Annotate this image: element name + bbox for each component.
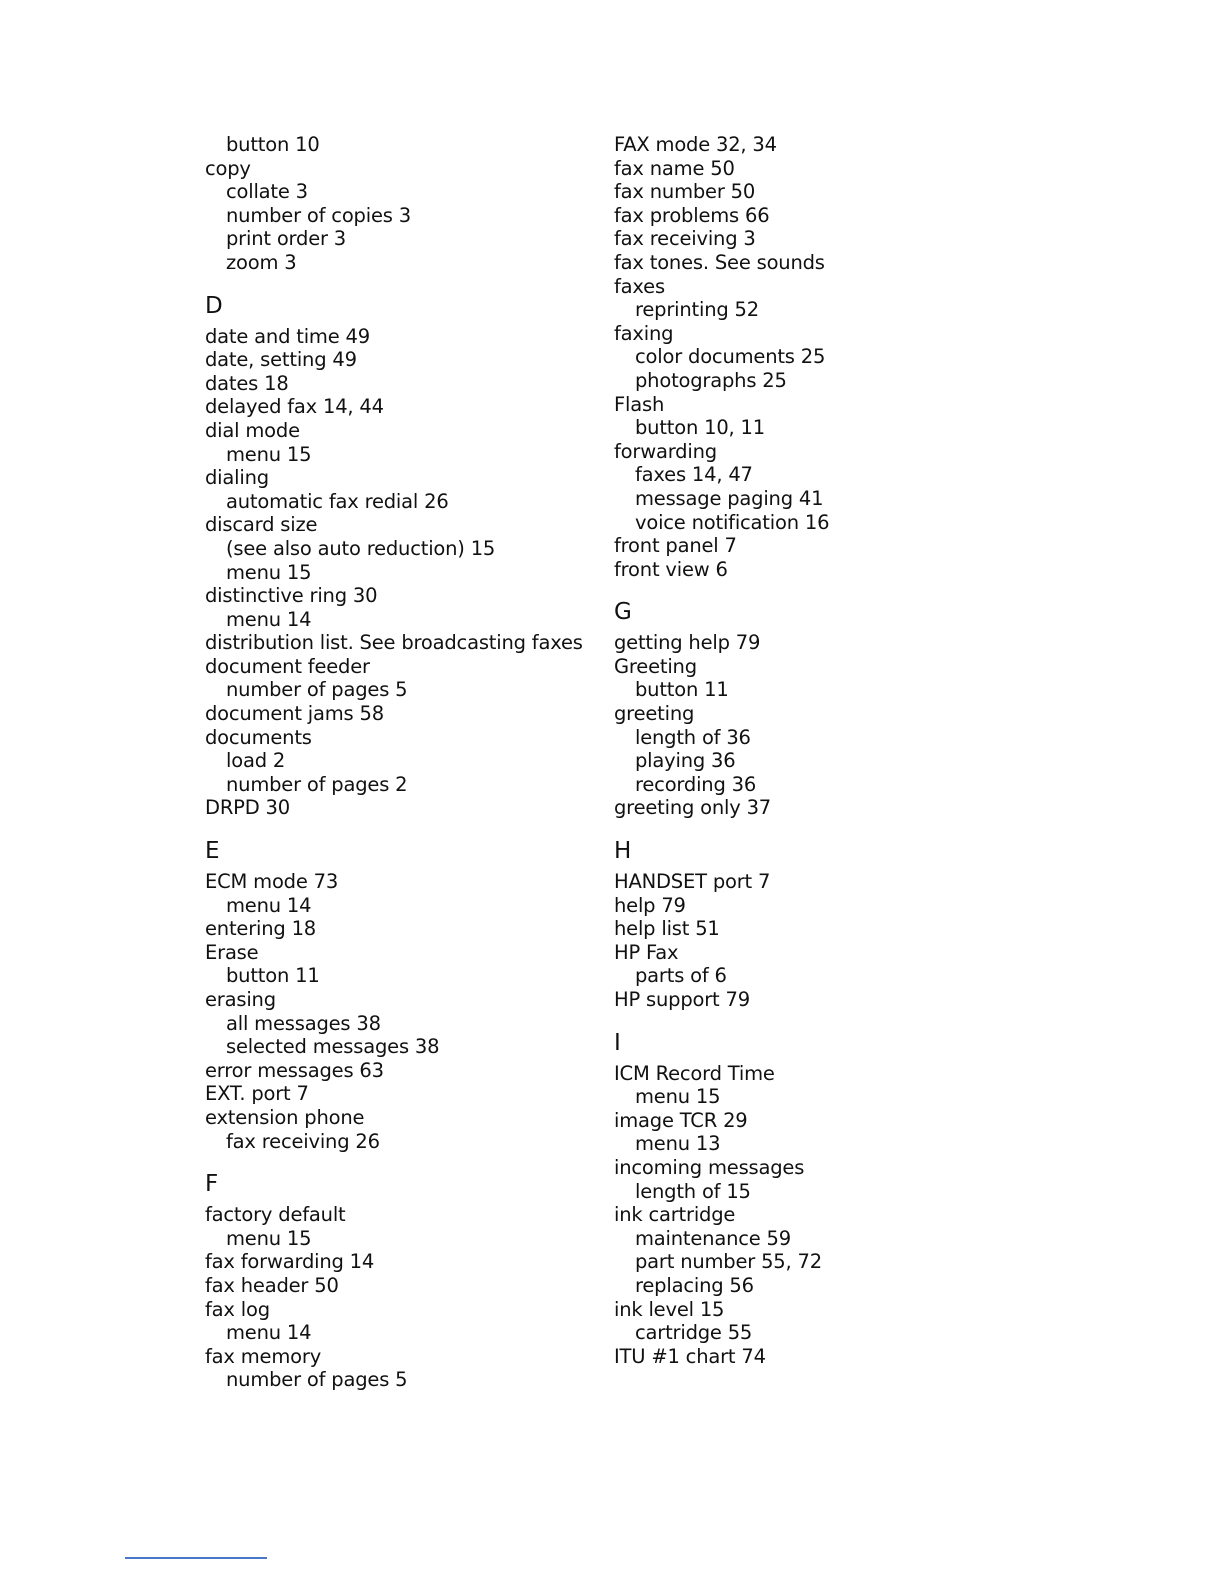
index-entry: factory default xyxy=(205,1203,346,1227)
index-entry: Greeting xyxy=(614,654,697,678)
index-subentry: length of 15 xyxy=(635,1179,751,1203)
index-subentry: playing 36 xyxy=(635,749,736,773)
index-entry: HANDSET port 7 xyxy=(614,870,771,894)
index-section-letter: D xyxy=(205,292,223,319)
index-subentry: button 11 xyxy=(226,964,320,988)
index-entry: delayed fax 14, 44 xyxy=(205,395,384,419)
index-entry: entering 18 xyxy=(205,917,316,941)
index-entry: error messages 63 xyxy=(205,1058,384,1082)
index-entry: HP support 79 xyxy=(614,988,750,1011)
index-entry: forwarding xyxy=(614,439,717,463)
index-subentry: faxes 14, 47 xyxy=(635,463,753,487)
index-entry: front view 6 xyxy=(614,557,728,581)
index-subentry: number of pages 5 xyxy=(226,678,408,702)
footer-rule xyxy=(125,1557,267,1559)
index-subentry: menu 15 xyxy=(635,1085,721,1109)
index-entry: greeting xyxy=(614,702,695,726)
index-entry: help 79 xyxy=(614,893,686,917)
index-entry: fax tones. See sounds xyxy=(614,250,825,274)
index-entry: erasing xyxy=(205,988,276,1011)
index-entry: fax log xyxy=(205,1297,270,1321)
index-entry: dates 18 xyxy=(205,371,289,395)
index-entry: EXT. port 7 xyxy=(205,1082,309,1106)
index-entry: Flash xyxy=(614,392,665,416)
index-subentry: button 10, 11 xyxy=(635,416,765,440)
index-entry: date, setting 49 xyxy=(205,348,357,372)
index-entry: HP Fax xyxy=(614,940,679,964)
index-subentry: replacing 56 xyxy=(635,1273,754,1297)
index-subentry: parts of 6 xyxy=(635,964,727,988)
index-entry: distribution list. See broadcasting faxes xyxy=(205,631,583,655)
index-entry: fax name 50 xyxy=(614,156,735,180)
index-subentry: reprinting 52 xyxy=(635,298,759,322)
index-subentry: (see also auto reduction) 15 xyxy=(226,536,496,560)
index-subentry: length of 36 xyxy=(635,725,751,749)
index-subentry: all messages 38 xyxy=(226,1011,381,1035)
index-subentry: recording 36 xyxy=(635,772,757,796)
index-entry: distinctive ring 30 xyxy=(205,584,378,608)
index-subentry: maintenance 59 xyxy=(635,1226,791,1250)
index-subentry: photographs 25 xyxy=(635,368,787,392)
index-entry: ink level 15 xyxy=(614,1297,725,1321)
index-subentry: load 2 xyxy=(226,749,286,773)
index-subentry: collate 3 xyxy=(226,180,308,204)
index-subentry: number of copies 3 xyxy=(226,203,411,227)
index-subentry: button 10 xyxy=(226,133,320,156)
index-subentry: number of pages 2 xyxy=(226,772,408,796)
index-section-letter: E xyxy=(205,838,220,865)
index-entry: greeting only 37 xyxy=(614,796,772,820)
index-subentry: menu 15 xyxy=(226,1226,312,1250)
index-entry: ICM Record Time xyxy=(614,1061,775,1085)
index-subentry: menu 14 xyxy=(226,607,312,631)
index-entry: fax memory xyxy=(205,1344,322,1368)
index-entry: front panel 7 xyxy=(614,534,737,558)
index-subentry: menu 15 xyxy=(226,560,312,584)
index-entry: faxing xyxy=(614,321,674,345)
index-entry: DRPD 30 xyxy=(205,796,290,820)
index-entry: date and time 49 xyxy=(205,324,370,348)
index-subentry: menu 14 xyxy=(226,1321,312,1345)
index-entry: fax number 50 xyxy=(614,180,756,204)
index-entry: incoming messages xyxy=(614,1155,805,1179)
index-subentry: zoom 3 xyxy=(226,250,297,274)
index-entry: faxes xyxy=(614,274,665,298)
index-entry: fax header 50 xyxy=(205,1273,339,1297)
index-entry: getting help 79 xyxy=(614,631,761,655)
index-section-letter: I xyxy=(614,1029,621,1056)
index-subentry: selected messages 38 xyxy=(226,1035,440,1059)
index-subentry: message paging 41 xyxy=(635,486,824,510)
index-subentry: menu 15 xyxy=(226,442,312,466)
index-entry: FAX mode 32, 34 xyxy=(614,133,777,156)
index-entry: Erase xyxy=(205,940,259,964)
index-subentry: automatic fax redial 26 xyxy=(226,489,449,513)
index-entry: ITU #1 chart 74 xyxy=(614,1344,766,1368)
index-section-letter: G xyxy=(614,599,632,626)
index-subentry: print order 3 xyxy=(226,227,347,251)
index-entry: ECM mode 73 xyxy=(205,870,339,894)
index-entry: fax receiving 3 xyxy=(614,227,756,251)
index-entry: discard size xyxy=(205,513,318,537)
index-subentry: number of pages 5 xyxy=(226,1368,408,1392)
index-entry: image TCR 29 xyxy=(614,1108,748,1132)
index-section-letter: F xyxy=(205,1171,219,1198)
index-subentry: cartridge 55 xyxy=(635,1321,753,1345)
index-subentry: button 11 xyxy=(635,678,729,702)
index-subentry: menu 13 xyxy=(635,1132,721,1156)
index-section-letter: H xyxy=(614,838,632,865)
index-subentry: color documents 25 xyxy=(635,345,826,369)
index-entry: dialing xyxy=(205,466,269,490)
index-entry: document jams 58 xyxy=(205,702,384,726)
index-entry: ink cartridge xyxy=(614,1203,736,1227)
index-entry: document feeder xyxy=(205,654,370,678)
index-subentry: voice notification 16 xyxy=(635,510,830,534)
index-entry: fax forwarding 14 xyxy=(205,1250,375,1274)
index-subentry: menu 14 xyxy=(226,893,312,917)
index-entry: help list 51 xyxy=(614,917,720,941)
index-subentry: part number 55, 72 xyxy=(635,1250,822,1274)
index-column-left xyxy=(205,133,605,1392)
index-entry: extension phone xyxy=(205,1105,365,1129)
index-entry: fax problems 66 xyxy=(614,203,770,227)
index-subentry: fax receiving 26 xyxy=(226,1129,380,1153)
index-entry: copy xyxy=(205,156,251,180)
index-column-right xyxy=(614,133,1014,1368)
index-entry: dial mode xyxy=(205,418,300,442)
index-entry: documents xyxy=(205,725,312,749)
